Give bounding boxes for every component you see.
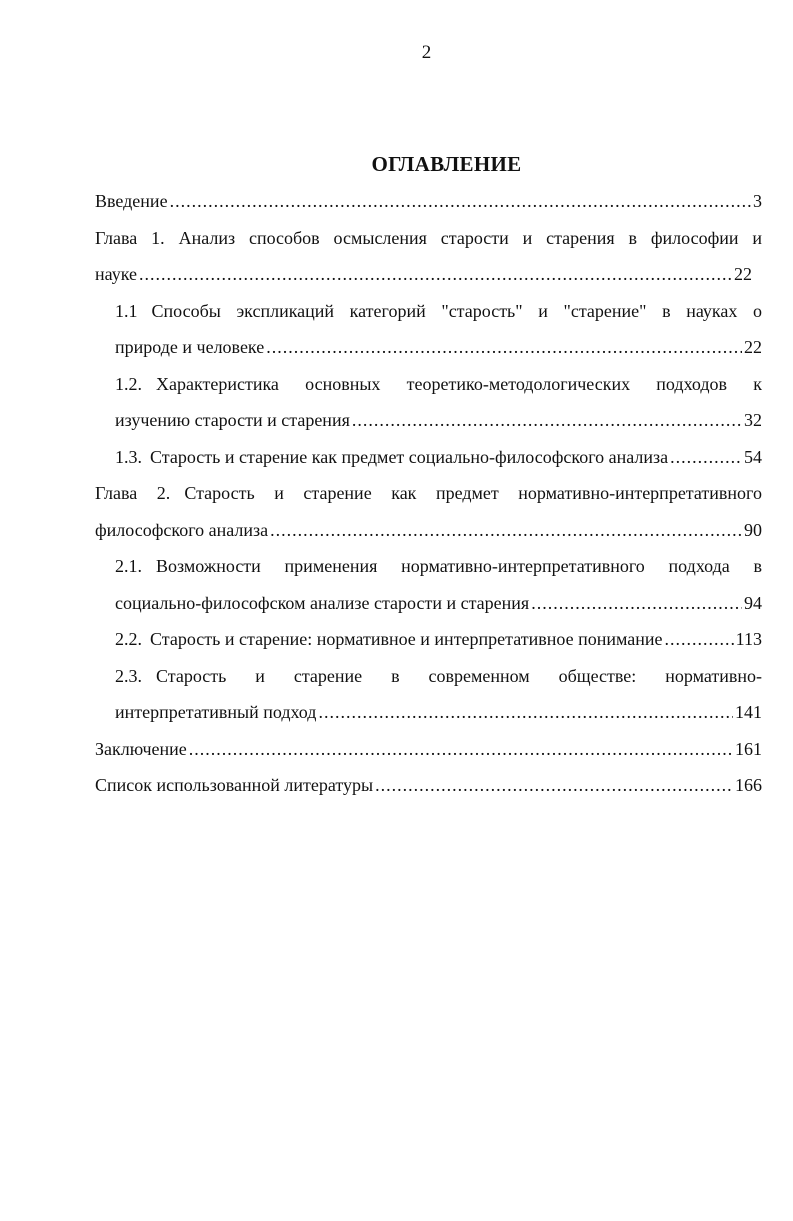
toc-page-number: 94 <box>744 592 762 613</box>
section-title: Возможности применения нормативно-интерпретативного подхода в <box>156 556 762 576</box>
section-title-continued: интерпретативный подход <box>115 702 317 722</box>
toc-entry-section-1-1[interactable] <box>115 293 762 366</box>
section-title-continued: изучению старости и старения <box>115 410 350 430</box>
toc-entry-line <box>115 402 762 439</box>
dot-leader <box>266 329 742 366</box>
toc-entry-section-1-2[interactable] <box>115 366 762 439</box>
toc-page-number: 54 <box>744 446 762 467</box>
toc-page-number: 32 <box>744 410 762 430</box>
toc-entry-line <box>95 475 762 512</box>
toc-entry-line <box>115 694 762 731</box>
toc-entry-label: Заключение <box>95 738 187 759</box>
dot-leader <box>170 183 751 220</box>
dot-leader <box>189 731 733 768</box>
section-title: Характеристика основных теоретико-методологических подходов к <box>156 373 762 394</box>
section-title-continued: природе и человеке <box>115 337 265 357</box>
toc-entry-section-1-3[interactable] <box>115 439 762 476</box>
chapter-label: Глава 2. <box>95 483 171 503</box>
section-number: 1.1 <box>115 300 138 321</box>
section-title: Старость и старение как предмет социально-философского анализа <box>150 446 669 467</box>
dot-leader <box>352 402 742 439</box>
dot-leader <box>670 439 742 476</box>
toc-page-number: 22 <box>734 264 752 284</box>
section-number: 2.1. <box>115 556 142 576</box>
section-number: 2.2. <box>115 629 142 649</box>
toc-page-number: 3 <box>753 191 762 211</box>
section-number: 1.2. <box>115 373 142 394</box>
toc-entry-line <box>115 585 762 622</box>
toc-entry-line <box>115 548 762 585</box>
dot-leader <box>318 694 733 731</box>
toc-page-number: 90 <box>744 519 762 540</box>
toc-entry-label: Список использованной литературы <box>95 775 374 795</box>
toc-entry-introduction[interactable] <box>95 183 762 220</box>
toc-entry-section-2-2[interactable] <box>115 621 762 658</box>
chapter-title: Старость и старение как предмет нормативно-интерпретативного <box>184 483 762 503</box>
dot-leader <box>375 767 733 804</box>
toc-entry-section-2-1[interactable] <box>115 548 762 621</box>
section-title: Старость и старение: нормативное и интерпретативное понимание <box>150 629 663 649</box>
section-number: 1.3. <box>115 446 142 467</box>
toc-entry-line <box>95 512 762 549</box>
toc-entry-label: Введение <box>95 191 168 211</box>
toc-page-number: 113 <box>735 629 762 649</box>
chapter-title-continued: философского анализа <box>95 519 269 540</box>
page-number: 2 <box>421 42 432 63</box>
chapter-title: Анализ способов осмысления старости и старения в философии и <box>178 227 762 248</box>
section-number: 2.3. <box>115 665 142 686</box>
toc-entry-line <box>95 220 762 257</box>
dot-leader <box>665 621 734 658</box>
chapter-title-continued: науке <box>95 264 137 284</box>
toc-entry-conclusion[interactable] <box>95 731 762 768</box>
toc-page-number: 161 <box>735 738 762 759</box>
toc-entry-line <box>115 293 762 330</box>
toc-page-number: 22 <box>744 337 762 357</box>
toc-page-number: 141 <box>735 702 762 722</box>
toc-entry-chapter-2[interactable] <box>95 475 762 548</box>
dot-leader <box>270 512 742 549</box>
chapter-label: Глава 1. <box>95 227 165 248</box>
toc-page-number: 166 <box>735 775 762 795</box>
toc-entry-line <box>115 658 762 695</box>
dot-leader <box>139 256 732 293</box>
toc-entry-line <box>115 329 762 366</box>
toc-entry-chapter-1[interactable] <box>95 220 762 293</box>
section-title: Способы экспликаций категорий "старость" и "старение" в науках о <box>151 300 762 321</box>
toc-entry-section-2-3[interactable] <box>115 658 762 731</box>
toc-entry-line <box>115 366 762 403</box>
dot-leader <box>531 585 742 622</box>
section-title-continued: социально-философском анализе старости и старения <box>115 592 530 613</box>
toc-entry-line <box>95 256 762 293</box>
section-title: Старость и старение в современном обществе: нормативно- <box>156 665 762 686</box>
page-title: ОГЛАВЛЕНИЕ <box>371 152 522 176</box>
table-of-contents <box>95 183 762 804</box>
toc-entry-references[interactable] <box>95 767 762 804</box>
